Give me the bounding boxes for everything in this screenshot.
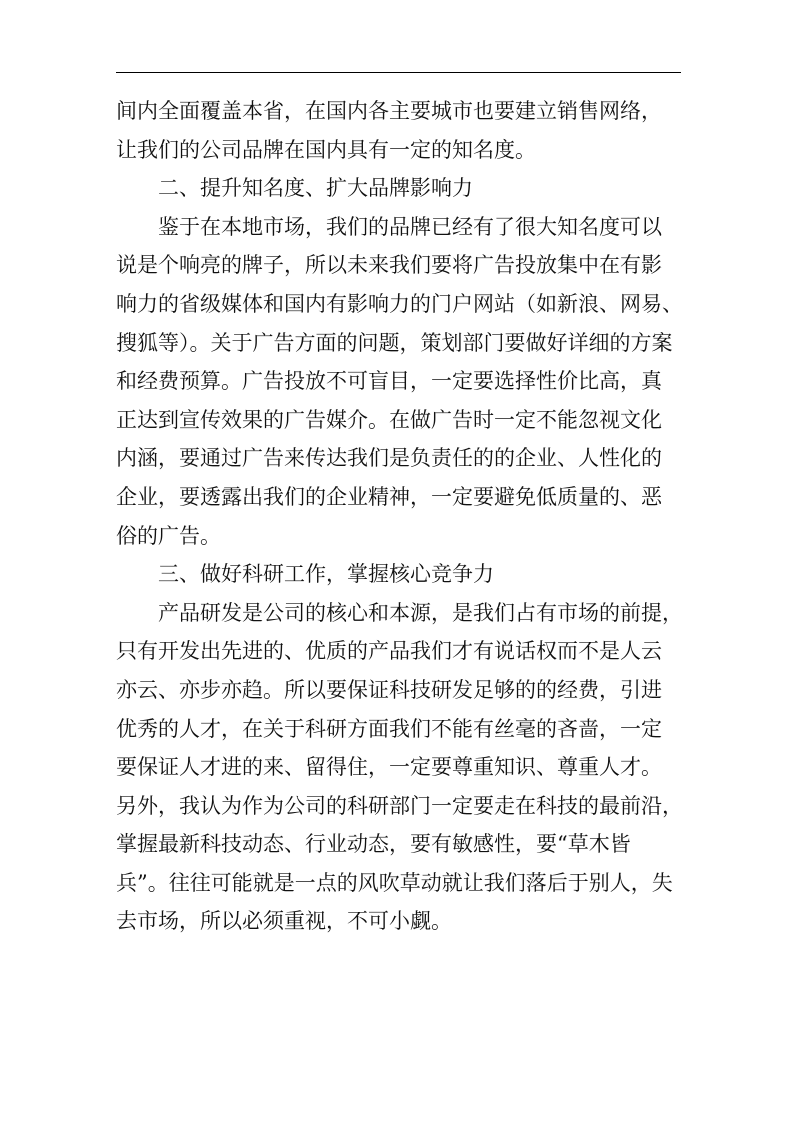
header-rule: [116, 72, 681, 73]
text-line: 响力的省级媒体和国内有影响力的门户网站（如新浪、网易、: [116, 291, 683, 316]
text-line: 三、做好科研工作，掌握核心竞争力: [158, 562, 494, 587]
text-line: 鉴于在本地市场，我们的品牌已经有了很大知名度可以: [158, 214, 662, 239]
text-line: 正达到宣传效果的广告媒介。在做广告时一定不能忽视文化: [116, 407, 662, 432]
text-line: 去市场，所以必须重视，不可小觑。: [116, 909, 452, 934]
text-line: 二、提升知名度、扩大品牌影响力: [158, 176, 473, 201]
text-line: 亦云、亦步亦趋。所以要保证科技研发足够的的经费，引进: [116, 677, 662, 702]
text-line: 只有开发出先进的、优质的产品我们才有说话权而不是人云: [116, 639, 662, 664]
text-line: 兵”。往往可能就是一点的风吹草动就让我们落后于别人，失: [116, 870, 673, 895]
text-line: 说是个响亮的牌子，所以未来我们要将广告投放集中在有影: [116, 253, 662, 278]
text-line: 掌握最新科技动态、行业动态，要有敏感性，要“草木皆: [116, 832, 631, 857]
text-line: 和经费预算。广告投放不可盲目，一定要选择性价比高，真: [116, 369, 662, 394]
text-line: 另外，我认为作为公司的科研部门一定要走在科技的最前沿，: [116, 793, 683, 818]
text-line: 产品研发是公司的核心和本源，是我们占有市场的前提，: [158, 600, 683, 625]
body-text: [116, 92, 681, 941]
text-line: 要保证人才进的来、留得住，一定要尊重知识、尊重人才。: [116, 755, 662, 780]
text-line: 内涵，要通过广告来传达我们是负责任的的企业、人性化的: [116, 446, 662, 471]
text-line: 优秀的人才，在关于科研方面我们不能有丝毫的吝啬，一定: [116, 716, 662, 741]
text-line: 俗的广告。: [116, 523, 221, 548]
text-line: 间内全面覆盖本省，在国内各主要城市也要建立销售网络，: [116, 99, 662, 123]
text-line: 让我们的公司品牌在国内具有一定的知名度。: [116, 137, 536, 162]
text-line: 搜狐等）。关于广告方面的问题，策划部门要做好详细的方案: [116, 330, 673, 355]
text-line: 企业，要透露出我们的企业精神，一定要避免低质量的、恶: [116, 484, 662, 509]
